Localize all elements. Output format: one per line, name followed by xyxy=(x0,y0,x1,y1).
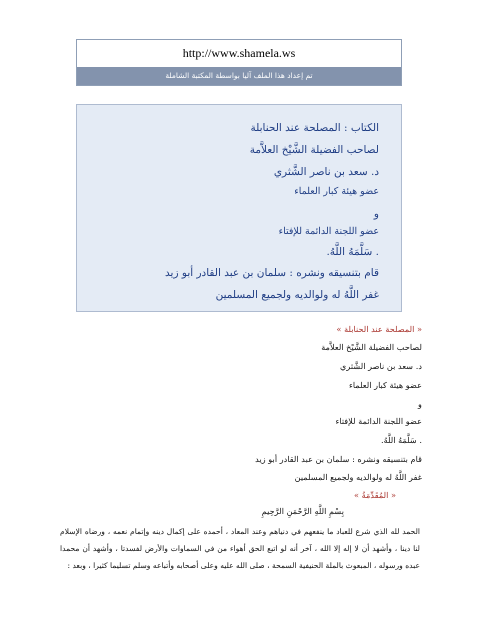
info-membership-1: عضو هيئة كبار العلماء xyxy=(294,186,379,197)
body-author-name: د. سعد بن ناصر الشَّثري xyxy=(340,361,422,371)
info-book-title: الكتاب : المصلحة عند الحنابلة xyxy=(250,122,379,134)
body-prayer: غفر اللَّهُ له ولوالديه ولجميع المسلمين xyxy=(294,472,422,482)
body-blessing: . سَلَّمَهُ اللَّهُ. xyxy=(381,435,422,445)
intro-paragraph: الحمد لله الذي شرع للعباد ما ينفعهم في دنياهم وعند المعاد ، أحمده على إكمال دينه وإتمام نعمه ، ورضاه الإسلام لنا دينا ، وأشهد أن لا إله إلا الله ، آخر أنه لو اتبع الحق أهواء من في السماوات والأرض لفسدتا ، وأشهد أن محمدا عبده ورسوله ، المبعوث بالملة الحنيفية السمحة ، صلى الله عليه وعلى أصحابه وأتباعه وسلم تسليما كثيرا ، وبعد : xyxy=(60,527,420,570)
body-basmala: بِسْمِ اللَّهِ الرَّحْمَنِ الرَّحِيمِ xyxy=(261,506,344,516)
info-publisher: قام بتنسيقه ونشره : سلمان بن عبد القادر أبو زيد xyxy=(165,267,379,279)
info-prayer: غفر اللَّهُ له ولوالديه ولجميع المسلمين xyxy=(215,289,379,301)
info-conjunction: و xyxy=(373,208,379,220)
body-conjunction: و xyxy=(418,399,422,409)
site-header xyxy=(76,39,402,86)
site-url-link[interactable]: http://www.shamela.ws xyxy=(77,40,401,67)
body-book-title: « المصلحة عند الحنابلة » xyxy=(336,324,422,334)
info-membership-2: عضو اللجنة الدائمة للإفتاء xyxy=(278,226,379,237)
body-section-heading: « المُقَدِّمَةُ » xyxy=(354,490,396,500)
book-info-box xyxy=(76,104,402,312)
info-author-honorific: لصاحب الفضيلة الشَّيْخ العلاَّمة xyxy=(249,144,379,156)
body-membership-2: عضو اللجنة الدائمة للإفتاء xyxy=(335,416,422,426)
info-author-name: د. سعد بن ناصر الشَّثري xyxy=(273,166,379,178)
site-tagline: تم إعداد هذا الملف آليا بواسطة المكتبة الشاملة xyxy=(77,67,401,85)
info-blessing: . سَلَّمَهُ اللَّهُ. xyxy=(326,246,379,258)
body-author-honorific: لصاحب الفضيلة الشَّيْخ العلاَّمة xyxy=(321,342,422,352)
body-membership-1: عضو هيئة كبار العلماء xyxy=(349,380,422,390)
body-publisher: قام بتنسيقه ونشره : سلمان بن عبد القادر أبو زيد xyxy=(255,454,422,464)
